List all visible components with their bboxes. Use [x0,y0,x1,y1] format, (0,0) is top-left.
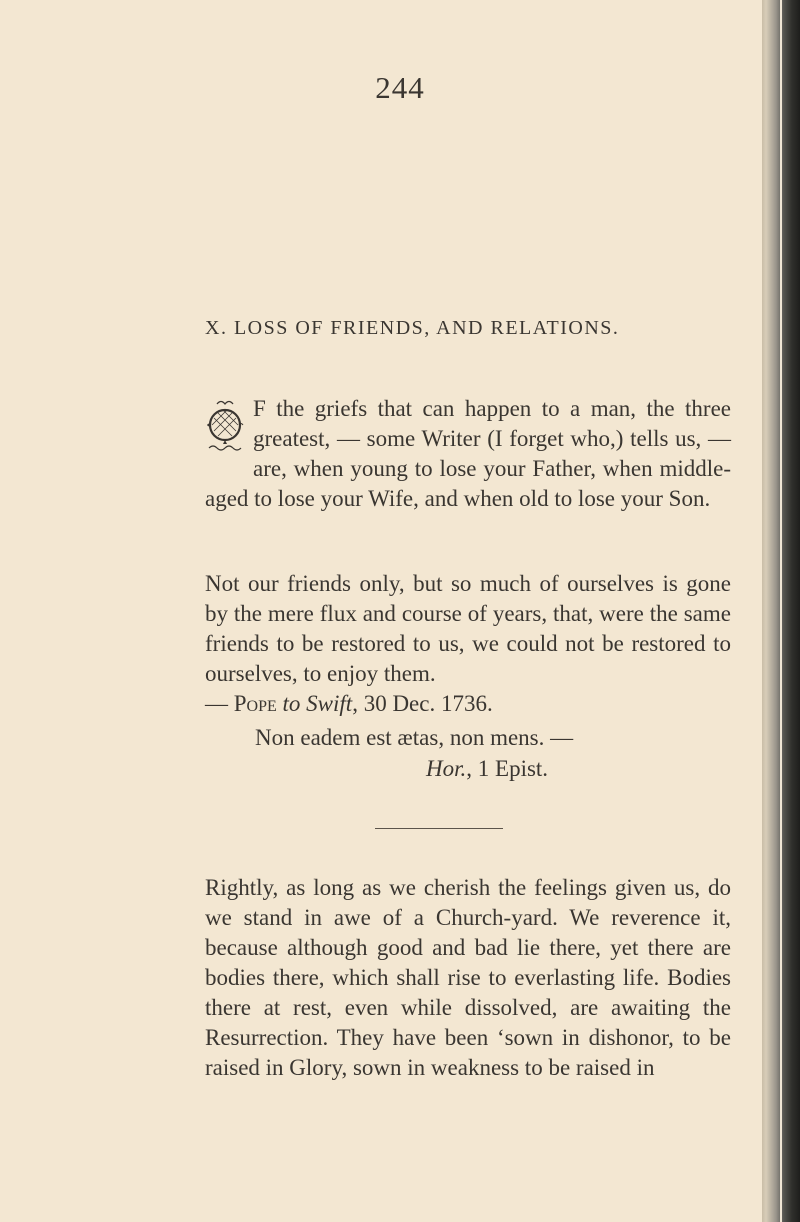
paragraph-3: Rightly, as long as we cherish the feelings given us, do we stand in awe of a Church-yard. We reverence it, because although good and bad lie there, yet there are bodies there, which shall rise to everlasting life. Bodies there at rest, even while dissolved, are awaiting the Resurrection. They have been ‘sown in dishonor, to be raised in Glory, sown in weakness to be raised in [205,875,731,1080]
citation-dash: — [205,691,234,716]
paragraph-2 [205,569,731,719]
section-heading: X. LOSS OF FRIENDS, AND RELATIONS. [205,317,620,339]
book-edge-line [780,0,782,1222]
paragraph-1 [205,394,731,514]
page-number: 244 [375,70,425,105]
citation-pope [205,689,731,719]
ornamental-initial-icon [203,398,251,456]
citation-author: Pope [233,691,277,716]
citation-work: to Swift [282,691,353,716]
quote-source-work: Hor. [426,756,467,781]
citation-date: , 30 Dec. 1736. [352,691,493,716]
paragraph-1-text: F the griefs that can happen to a man, the three greatest, — some Writer (I forget who,) tells us, — are, when young to lose your Father, when middle-aged to lose your Wife, and when old to lose your Son. [205,396,731,511]
quote-source-ref: , 1 Epist. [466,756,549,781]
quote-source [426,754,548,784]
paragraph-2-text: Not our friends only, but so much of ourselves is gone by the mere flux and course of years, that, were the same friends to be restored to us, we could not be restored to ourselves, to enjoy them. [205,571,731,686]
section-divider [375,828,503,829]
latin-quote: Non eadem est ætas, non mens. — [255,725,574,750]
